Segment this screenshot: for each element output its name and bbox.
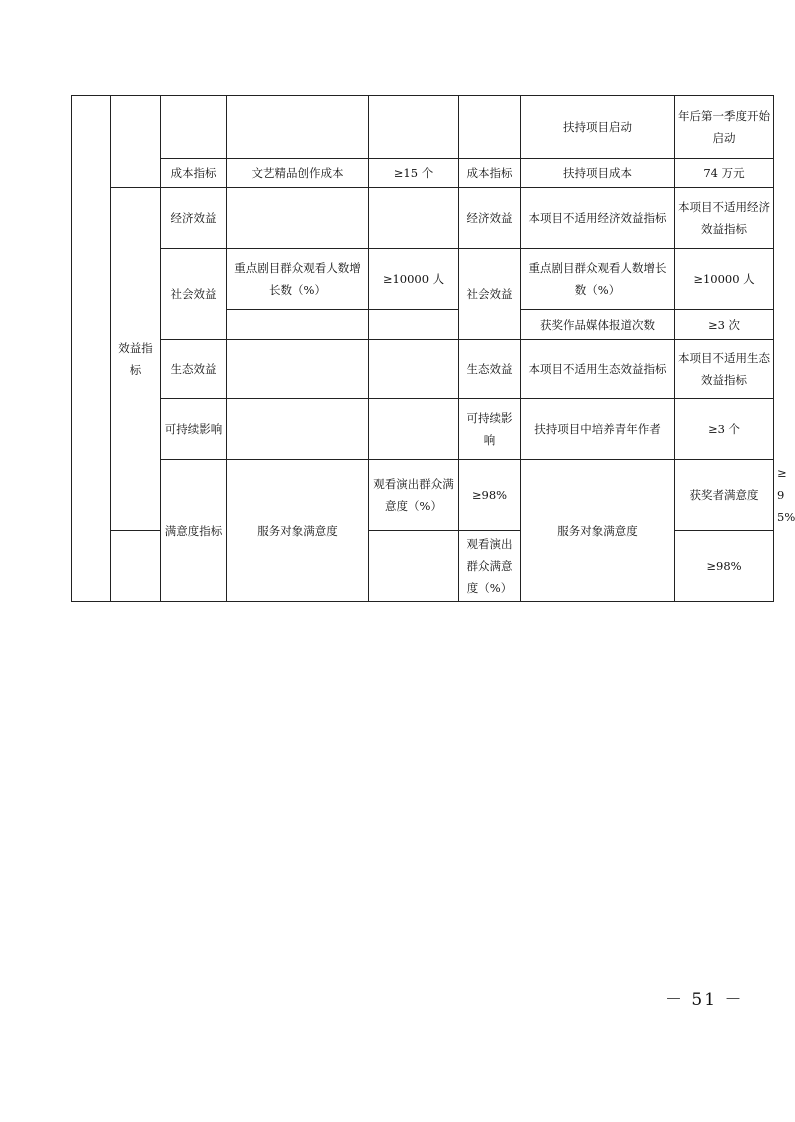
blank-cell	[227, 399, 369, 460]
indicator-cell: 观看演出群众满意度（%）	[459, 531, 521, 602]
value-cell: ≥98%	[675, 531, 774, 602]
value-cell: ≥15 个	[369, 159, 459, 188]
value-cell: ≥10000 人	[675, 249, 774, 310]
category-cell: 可持续影响	[161, 399, 227, 460]
indicator-cell: 扶持项目启动	[521, 96, 675, 159]
outer-blank-cell	[72, 96, 111, 602]
indicator-cell: 文艺精品创作成本	[227, 159, 369, 188]
value-cell: 本项目不适用生态效益指标	[675, 340, 774, 399]
value-cell: ≥3 个	[675, 399, 774, 460]
category-cell: 经济效益	[161, 188, 227, 249]
table-row: 满意度指标 服务对象满意度 观看演出群众满意度（%） ≥98% 服务对象满意度 获奖者满意度 ≥95%	[72, 460, 774, 531]
indicator-cell: 扶持项目中培养青年作者	[521, 399, 675, 460]
indicator-cell: 重点剧目群众观看人数增长数（%）	[227, 249, 369, 310]
indicator-cell: 扶持项目成本	[521, 159, 675, 188]
blank-cell	[227, 340, 369, 399]
table-row	[72, 340, 774, 399]
category-cell: 可持续影响	[459, 399, 521, 460]
value-cell: ≥98%	[459, 460, 521, 531]
category-cell: 成本指标	[161, 159, 227, 188]
blank-cell	[161, 96, 227, 159]
category-cell: 生态效益	[161, 340, 227, 399]
blank-cell	[369, 310, 459, 340]
indicator-cell: 重点剧目群众观看人数增长数（%）	[521, 249, 675, 310]
table-row	[72, 249, 774, 310]
value-cell: ≥3 次	[675, 310, 774, 340]
table-row	[72, 188, 774, 249]
blank-cell	[111, 96, 161, 188]
blank-cell	[227, 96, 369, 159]
indicator-cell: 获奖者满意度	[675, 460, 774, 531]
blank-cell	[227, 310, 369, 340]
value-cell: 年后第一季度开始启动	[675, 96, 774, 159]
page-number: － 51 －	[665, 990, 744, 1010]
category-cell: 服务对象满意度	[227, 460, 369, 602]
indicator-cell: 获奖作品媒体报道次数	[521, 310, 675, 340]
blank-cell	[369, 96, 459, 159]
category-cell: 经济效益	[459, 188, 521, 249]
blank-cell	[111, 531, 161, 602]
indicator-cell: 本项目不适用生态效益指标	[521, 340, 675, 399]
blank-cell	[369, 399, 459, 460]
performance-indicator-table	[71, 95, 795, 602]
category-cell: 社会效益	[161, 249, 227, 340]
blank-cell	[227, 188, 369, 249]
blank-cell	[369, 340, 459, 399]
value-cell: 74 万元	[675, 159, 774, 188]
blank-cell	[369, 188, 459, 249]
category-cell: 生态效益	[459, 340, 521, 399]
blank-cell	[369, 531, 459, 602]
group-label-cell: 满意度指标	[161, 460, 227, 602]
group-label-cell: 效益指标	[111, 188, 161, 531]
indicator-cell: 观看演出群众满意度（%）	[369, 460, 459, 531]
blank-cell	[459, 96, 521, 159]
category-cell: 成本指标	[459, 159, 521, 188]
table-row	[72, 159, 774, 188]
table-row	[72, 399, 774, 460]
indicator-cell: 本项目不适用经济效益指标	[521, 188, 675, 249]
value-cell: 本项目不适用经济效益指标	[675, 188, 774, 249]
category-cell: 服务对象满意度	[521, 460, 675, 602]
table-row	[72, 96, 774, 159]
category-cell: 社会效益	[459, 249, 521, 340]
value-cell: ≥10000 人	[369, 249, 459, 310]
